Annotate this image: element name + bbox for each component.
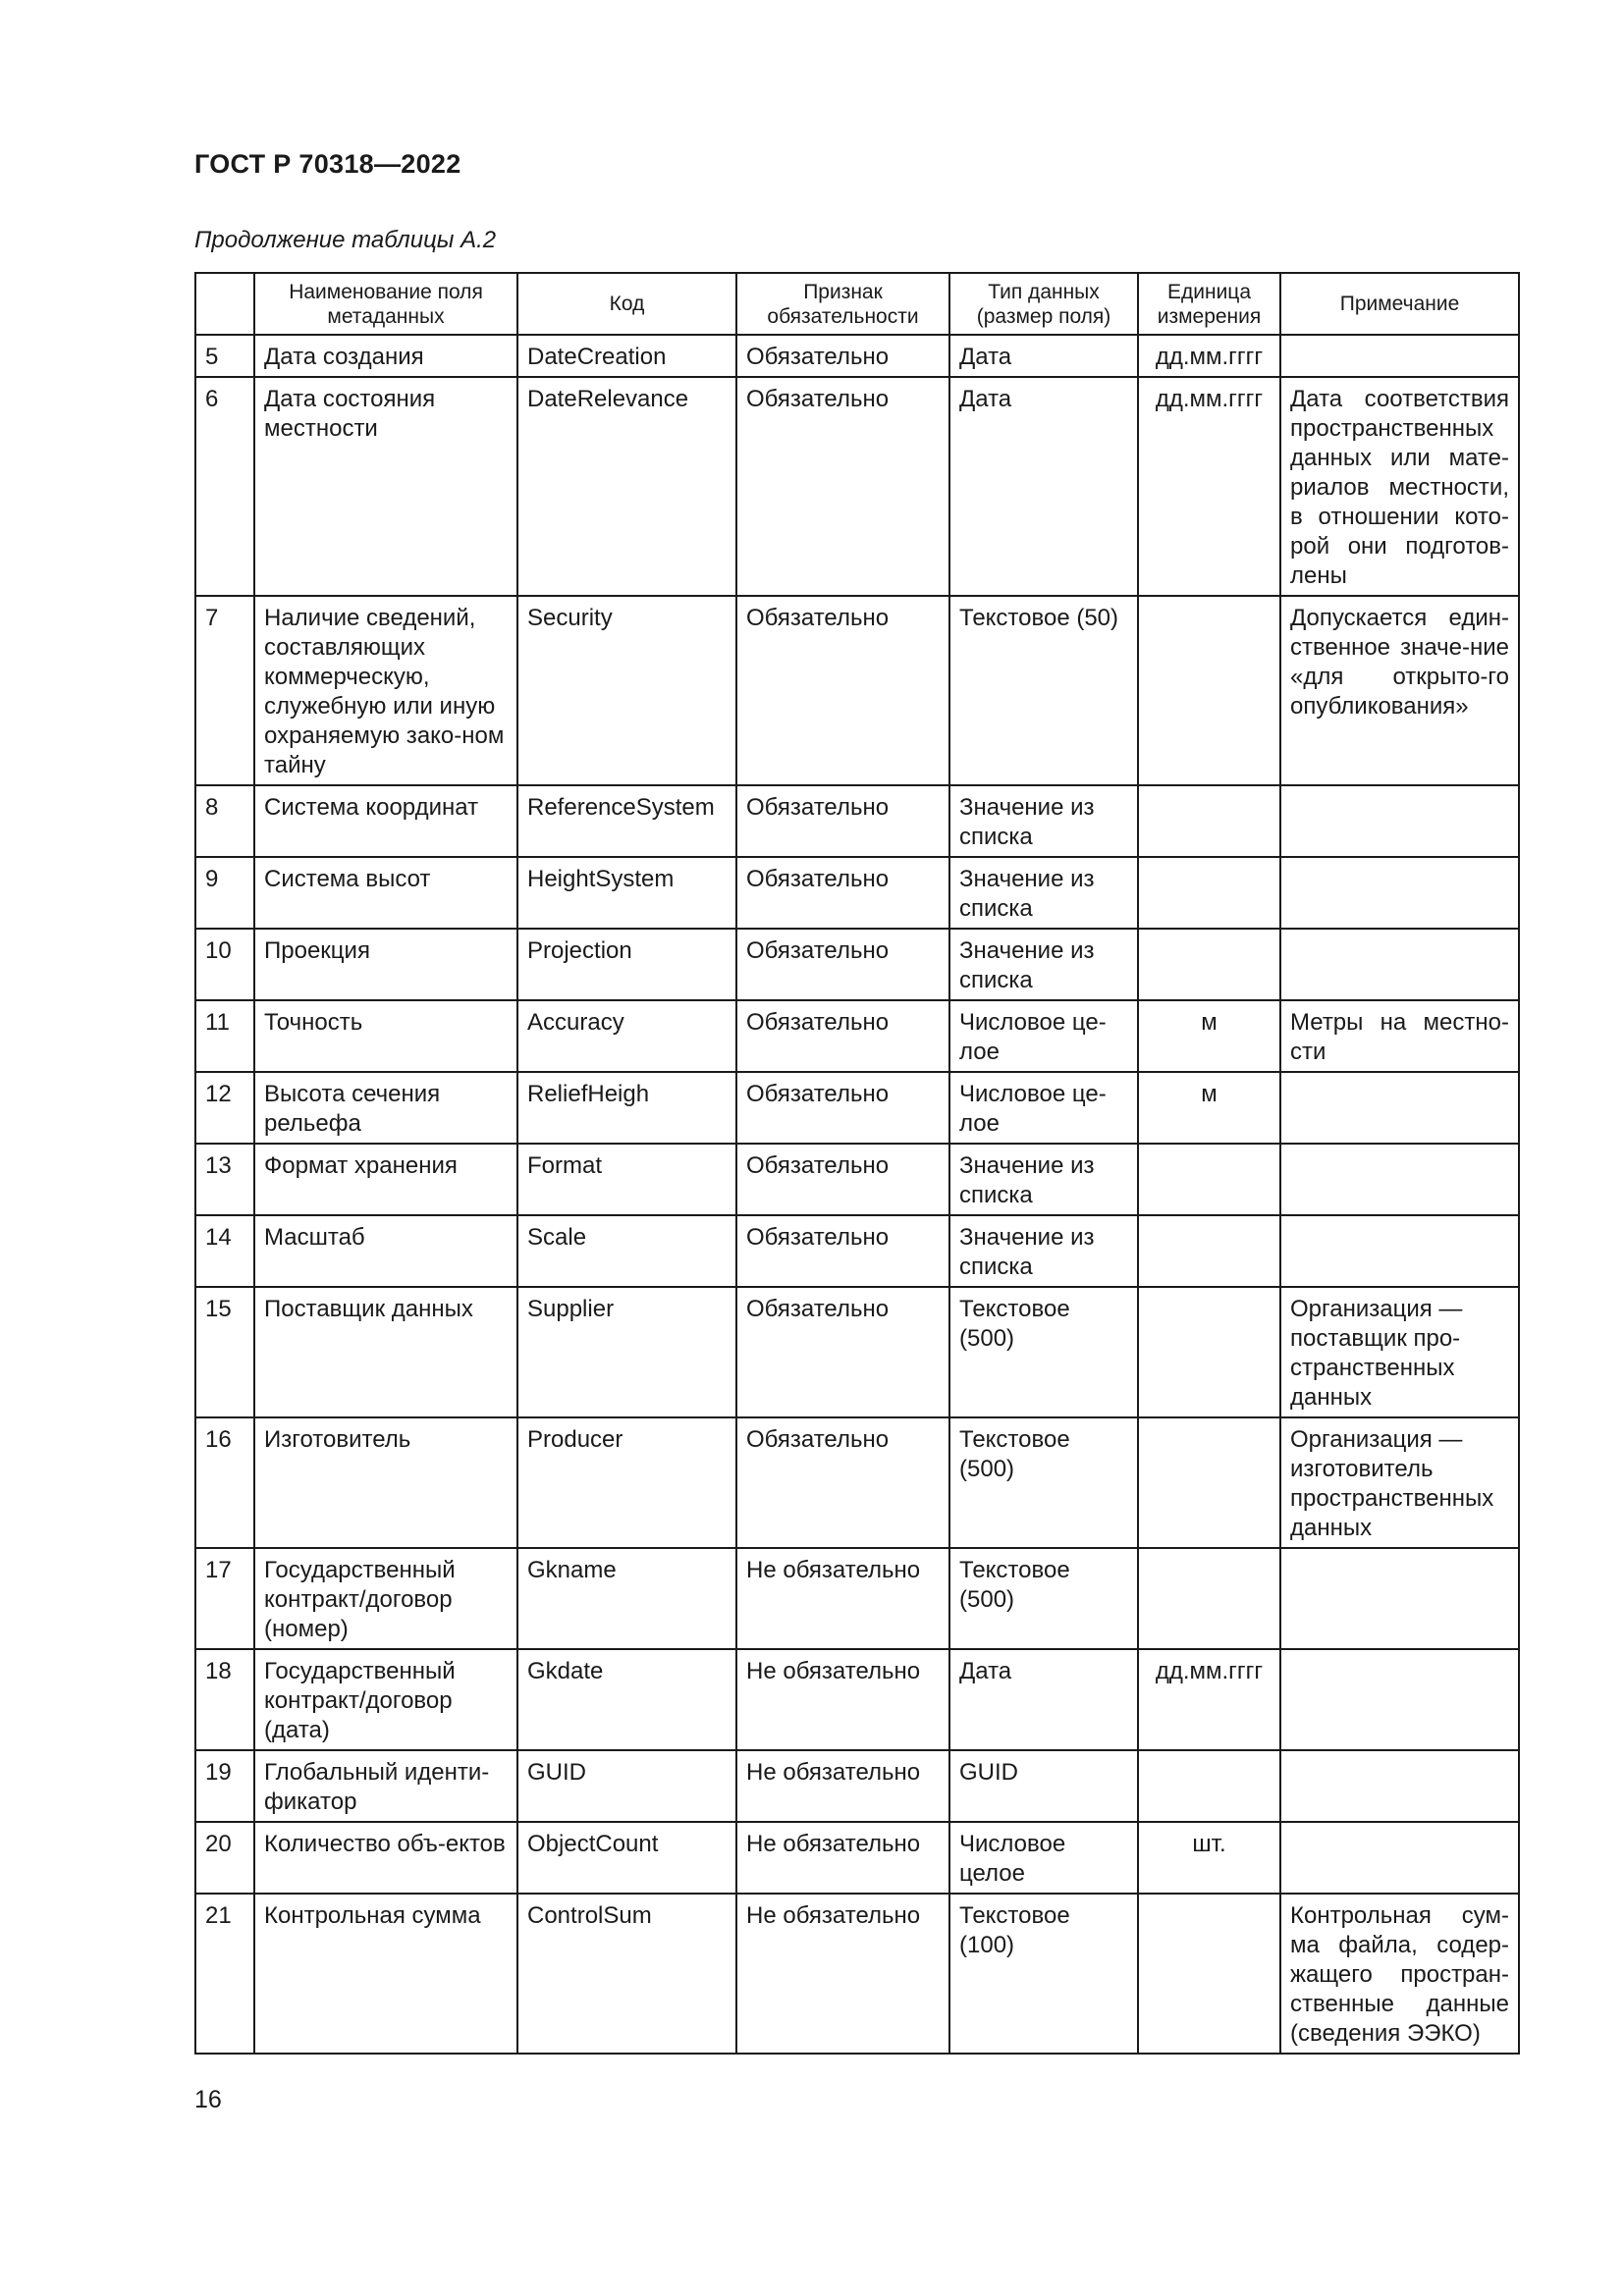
note-cell: Организация — поставщик про-странственных данных [1280, 1287, 1519, 1417]
row-number-cell: 6 [195, 377, 254, 596]
row-number-cell: 21 [195, 1894, 254, 2054]
field-code-cell: Security [517, 596, 736, 785]
required-flag-cell: Обязательно [736, 335, 949, 377]
unit-cell [1138, 596, 1280, 785]
table-row [195, 929, 1519, 1000]
field-code-cell: ControlSum [517, 1894, 736, 2054]
required-flag-cell: Обязательно [736, 1417, 949, 1548]
metadata-table [194, 272, 1520, 2055]
field-name-cell: Масштаб [254, 1215, 517, 1287]
table-row [195, 1649, 1519, 1750]
field-name-cell: Дата создания [254, 335, 517, 377]
unit-cell: шт. [1138, 1822, 1280, 1894]
data-type-cell: Значение из списка [949, 1144, 1138, 1215]
field-name-cell: Государственный контракт/договор (номер) [254, 1548, 517, 1649]
row-number-cell: 18 [195, 1649, 254, 1750]
required-flag-cell: Не обязательно [736, 1649, 949, 1750]
row-number-cell: 14 [195, 1215, 254, 1287]
field-code-cell: ReferenceSystem [517, 785, 736, 857]
unit-cell: дд.мм.гггг [1138, 377, 1280, 596]
row-number-cell: 19 [195, 1750, 254, 1822]
field-code-cell: Format [517, 1144, 736, 1215]
row-number-cell: 11 [195, 1000, 254, 1072]
field-code-cell: HeightSystem [517, 857, 736, 929]
header-num-cell [195, 273, 254, 335]
unit-cell [1138, 857, 1280, 929]
field-code-cell: Accuracy [517, 1000, 736, 1072]
table-row [195, 1417, 1519, 1548]
table-row [195, 857, 1519, 929]
row-number-cell: 20 [195, 1822, 254, 1894]
unit-cell [1138, 929, 1280, 1000]
data-type-cell: Текстовое (500) [949, 1548, 1138, 1649]
table-row [195, 1894, 1519, 2054]
required-flag-cell: Обязательно [736, 1215, 949, 1287]
field-code-cell: Projection [517, 929, 736, 1000]
required-flag-cell: Обязательно [736, 929, 949, 1000]
note-cell [1280, 785, 1519, 857]
data-type-cell: Дата [949, 1649, 1138, 1750]
data-type-cell: Текстовое (100) [949, 1894, 1138, 2054]
field-name-cell: Высота сечения рельефа [254, 1072, 517, 1144]
note-cell [1280, 857, 1519, 929]
row-number-cell: 8 [195, 785, 254, 857]
table-row [195, 1072, 1519, 1144]
required-flag-cell: Не обязательно [736, 1822, 949, 1894]
data-type-cell: Значение из списка [949, 857, 1138, 929]
header-name: Наименование поля метаданных [254, 273, 517, 335]
header-type: Тип данных (размер поля) [949, 273, 1138, 335]
required-flag-cell: Обязательно [736, 1072, 949, 1144]
field-name-cell: Государственный контракт/договор (дата) [254, 1649, 517, 1750]
row-number-cell: 16 [195, 1417, 254, 1548]
data-type-cell: Значение из списка [949, 929, 1138, 1000]
table-row [195, 377, 1519, 596]
unit-cell: м [1138, 1072, 1280, 1144]
field-name-cell: Поставщик данных [254, 1287, 517, 1417]
table-row [195, 1750, 1519, 1822]
required-flag-cell: Обязательно [736, 1287, 949, 1417]
table-row [195, 785, 1519, 857]
header-required: Признак обязательности [736, 273, 949, 335]
table-row [195, 596, 1519, 785]
page-number: 16 [194, 2086, 222, 2113]
field-code-cell: Producer [517, 1417, 736, 1548]
unit-cell: м [1138, 1000, 1280, 1072]
header-unit: Единица измерения [1138, 273, 1280, 335]
table-header-row [195, 273, 1519, 335]
unit-cell [1138, 1287, 1280, 1417]
field-code-cell: DateRelevance [517, 377, 736, 596]
required-flag-cell: Обязательно [736, 785, 949, 857]
field-name-cell: Изготовитель [254, 1417, 517, 1548]
data-type-cell: Числовое целое [949, 1822, 1138, 1894]
unit-cell [1138, 1750, 1280, 1822]
field-name-cell: Система высот [254, 857, 517, 929]
table-row [195, 335, 1519, 377]
header-note: Примечание [1280, 273, 1519, 335]
unit-cell [1138, 1417, 1280, 1548]
table-row [195, 1287, 1519, 1417]
required-flag-cell: Обязательно [736, 596, 949, 785]
field-name-cell: Глобальный иденти-фикатор [254, 1750, 517, 1822]
data-type-cell: Текстовое (50) [949, 596, 1138, 785]
table-body [195, 335, 1519, 2054]
required-flag-cell: Обязательно [736, 857, 949, 929]
row-number-cell: 7 [195, 596, 254, 785]
field-code-cell: Gkname [517, 1548, 736, 1649]
field-name-cell: Точность [254, 1000, 517, 1072]
unit-cell: дд.мм.гггг [1138, 335, 1280, 377]
note-cell [1280, 929, 1519, 1000]
document-code: ГОСТ Р 70318—2022 [194, 149, 461, 179]
data-type-cell: Текстовое (500) [949, 1417, 1138, 1548]
field-name-cell: Количество объ-ектов [254, 1822, 517, 1894]
data-type-cell: Значение из списка [949, 785, 1138, 857]
field-code-cell: Supplier [517, 1287, 736, 1417]
note-cell: Организация — изготовитель пространственных данных [1280, 1417, 1519, 1548]
data-type-cell: Числовое це-лое [949, 1000, 1138, 1072]
note-cell: Дата соответствия пространственных данных или мате-риалов местности, в отношении кото-рой они подготов-лены [1280, 377, 1519, 596]
table-row [195, 1000, 1519, 1072]
row-number-cell: 15 [195, 1287, 254, 1417]
required-flag-cell: Обязательно [736, 1000, 949, 1072]
field-name-cell: Система координат [254, 785, 517, 857]
field-name-cell: Проекция [254, 929, 517, 1000]
field-code-cell: ReliefHeigh [517, 1072, 736, 1144]
data-type-cell: Дата [949, 335, 1138, 377]
table-row [195, 1548, 1519, 1649]
table-row [195, 1822, 1519, 1894]
header-code: Код [517, 273, 736, 335]
required-flag-cell: Не обязательно [736, 1894, 949, 2054]
table-row [195, 1215, 1519, 1287]
field-name-cell: Дата состояния местности [254, 377, 517, 596]
field-code-cell: Gkdate [517, 1649, 736, 1750]
row-number-cell: 10 [195, 929, 254, 1000]
data-type-cell: GUID [949, 1750, 1138, 1822]
required-flag-cell: Не обязательно [736, 1750, 949, 1822]
note-cell [1280, 1072, 1519, 1144]
note-cell [1280, 1215, 1519, 1287]
field-name-cell: Формат хранения [254, 1144, 517, 1215]
required-flag-cell: Не обязательно [736, 1548, 949, 1649]
field-name-cell: Наличие сведений, составляющих коммерческую, служебную или иную охраняемую зако-ном тайну [254, 596, 517, 785]
note-cell [1280, 1144, 1519, 1215]
unit-cell [1138, 785, 1280, 857]
unit-cell [1138, 1894, 1280, 2054]
unit-cell [1138, 1215, 1280, 1287]
field-code-cell: DateCreation [517, 335, 736, 377]
row-number-cell: 17 [195, 1548, 254, 1649]
note-cell: Контрольная сум-ма файла, содер-жащего простран-ственные данные (сведения ЭЭКО) [1280, 1894, 1519, 2054]
field-name-cell: Контрольная сумма [254, 1894, 517, 2054]
field-code-cell: GUID [517, 1750, 736, 1822]
row-number-cell: 9 [195, 857, 254, 929]
table-continuation-caption: Продолжение таблицы А.2 [194, 227, 497, 253]
note-cell [1280, 1750, 1519, 1822]
note-cell: Метры на местно-сти [1280, 1000, 1519, 1072]
unit-cell [1138, 1548, 1280, 1649]
data-type-cell: Значение из списка [949, 1215, 1138, 1287]
data-type-cell: Текстовое (500) [949, 1287, 1138, 1417]
data-type-cell: Числовое це-лое [949, 1072, 1138, 1144]
note-cell [1280, 1649, 1519, 1750]
row-number-cell: 5 [195, 335, 254, 377]
note-cell [1280, 1822, 1519, 1894]
unit-cell: дд.мм.гггг [1138, 1649, 1280, 1750]
field-code-cell: ObjectCount [517, 1822, 736, 1894]
required-flag-cell: Обязательно [736, 1144, 949, 1215]
table-row [195, 1144, 1519, 1215]
unit-cell [1138, 1144, 1280, 1215]
field-code-cell: Scale [517, 1215, 736, 1287]
note-cell [1280, 335, 1519, 377]
required-flag-cell: Обязательно [736, 377, 949, 596]
note-cell: Допускается един-ственное значе-ние «для открыто-го опубликования» [1280, 596, 1519, 785]
note-cell [1280, 1548, 1519, 1649]
data-type-cell: Дата [949, 377, 1138, 596]
row-number-cell: 13 [195, 1144, 254, 1215]
row-number-cell: 12 [195, 1072, 254, 1144]
